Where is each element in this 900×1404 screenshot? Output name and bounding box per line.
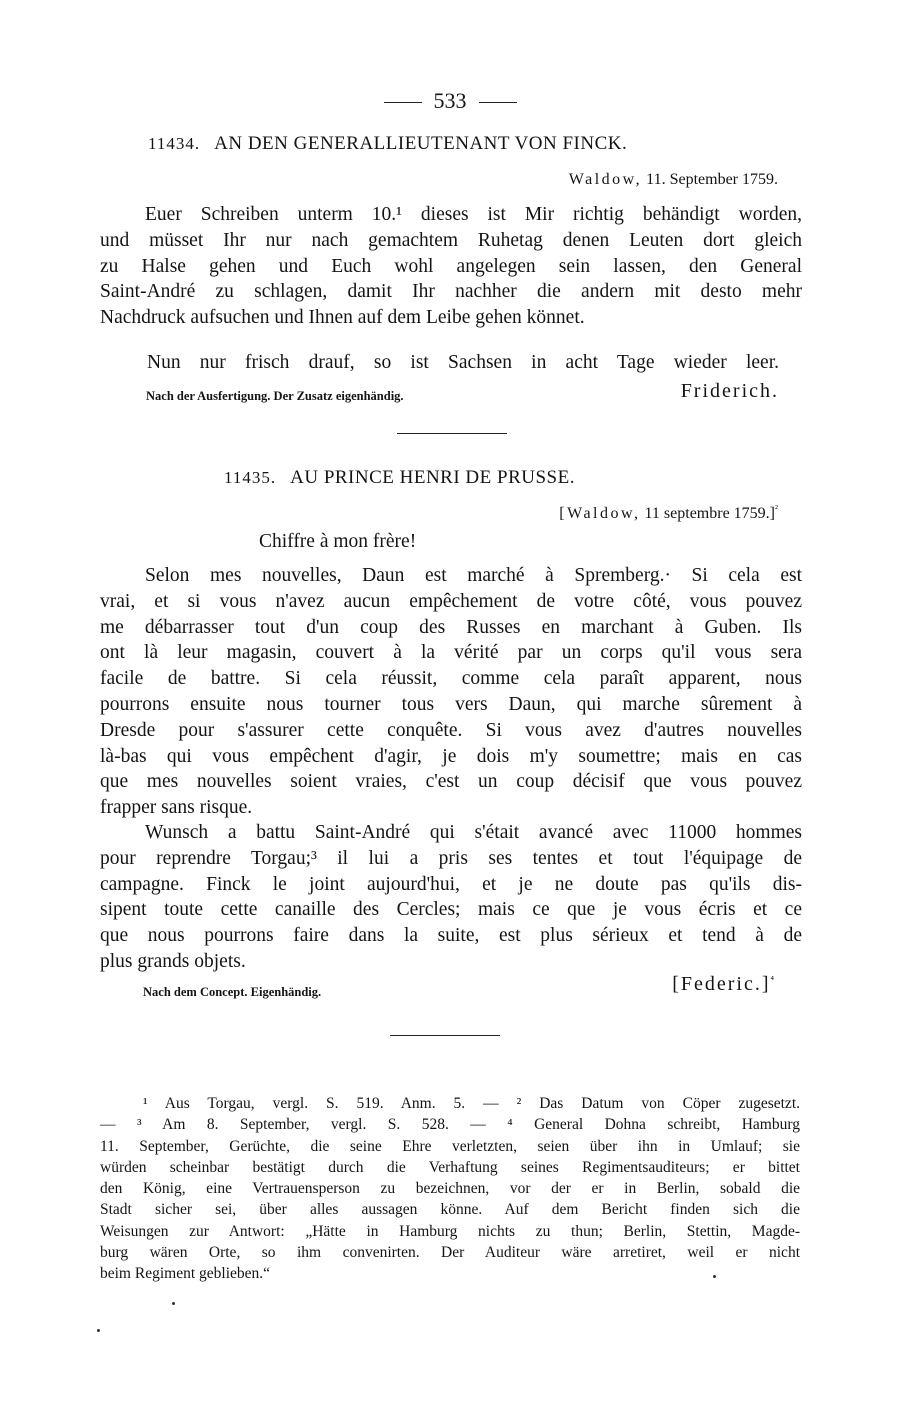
letter1-body-line: und müsset Ihr nur nach gemachtem Ruhetag denen Leuten dort gleich [100, 229, 802, 251]
letter1-postscript: Nun nur frisch drauf, so ist Sachsen in acht Tage wieder leer. [147, 352, 779, 373]
letter2-paragraph-2 [100, 820, 802, 975]
footnote-line: würden scheinbar bestätigt durch die Verhaftung seines Regimentsauditeurs; er bittet [100, 1158, 800, 1176]
footnote-divider [390, 1035, 500, 1036]
footnote-line: ¹ Aus Torgau, vergl. S. 519. Anm. 5. — ² Das Datum von Cöper zugesetzt. [143, 1095, 800, 1112]
print-speck [172, 1302, 175, 1305]
letter1-title: AN DEN GENERALLIEUTENANT VON FINCK. [214, 133, 628, 154]
letter1-signature: Friderich. [680, 380, 779, 402]
letter2-body-line: vrai, et si vous n'avez aucun empêchement de votre côté, vous pouvez [100, 590, 802, 612]
page-number-dash-right [479, 102, 517, 103]
letter2-body-line: ont là leur magasin, couvert à la vérité par un corps qu'il vous sera [100, 642, 802, 664]
footnote-line: — ³ Am 8. September, vergl. S. 528. — ⁴ General Dohna schreibt, Hamburg [100, 1116, 800, 1134]
letter2-body-line: que mes nouvelles soient vraies, c'est un coup décisif que vous pouvez [100, 771, 802, 793]
print-speck [713, 1275, 716, 1278]
letter1-source-note: Nach der Ausfertigung. Der Zusatz eigenhändig. [146, 389, 404, 403]
letter1-dateline [569, 171, 778, 189]
letter2-body-line: facile de battre. Si cela réussit, comme cela paraît apparent, nous [100, 668, 802, 690]
footnote-line: Stadt sicher sei, über alles aussagen könne. Auf dem Bericht finden sich die [100, 1201, 800, 1219]
letter2-body-line: plus grands objets. [100, 950, 246, 972]
letter2-body-line: que nous pourrons faire dans la suite, est plus sérieux et tend à de [100, 925, 802, 947]
page-number: 533 [0, 88, 900, 114]
letter2-dateline [559, 505, 778, 523]
page-number-dash-left [384, 102, 422, 103]
letter2-number: 11435. [224, 468, 277, 487]
letter2-body-line: Dresde pour s'assurer cette conquête. Si vous avez d'autres nouvelles [100, 719, 802, 741]
letter2-body-line: frapper sans risque. [100, 797, 253, 819]
letter1-place: Waldow, [568, 171, 643, 188]
letter2-date: 11 septembre 1759.] [644, 505, 775, 522]
letter2-signature-footnote-marker: ⁴ [770, 974, 776, 986]
letter1-heading [148, 133, 627, 155]
letter2-body-line: pourrons ensuite nous tourner tous vers Daun, qui marche sûrement à [100, 693, 802, 715]
letter2-body-line: Selon mes nouvelles, Daun est marché à Spremberg.· Si cela est [145, 565, 802, 586]
footnote-line: burg wären Orte, so ihm convenirten. Der Auditeur wäre arretiret, weil er nicht [100, 1244, 800, 1262]
letter2-body-line: campagne. Finck le joint aujourd'hui, et je ne doute pas qu'ils dis- [100, 873, 802, 895]
letter2-date-footnote-marker: ² [775, 503, 778, 515]
letter1-number: 11434. [148, 134, 201, 153]
letter1-date: 11. September 1759. [646, 171, 778, 188]
letter1-body [100, 202, 802, 331]
letter2-salutation: Chiffre à mon frère! [259, 531, 417, 552]
letter1-body-line: zu Halse gehen und Euch wohl angelegen sein lassen, den General [100, 255, 802, 277]
letter2-body-line: sipent toute cette canaille des Cercles; mais ce que je vous écris et ce [100, 899, 802, 921]
letter2-heading [224, 467, 575, 489]
letter2-body-line: là-bas qui vous empêchent d'agir, je dois m'y soumettre; mais en cas [100, 745, 802, 767]
footnote-line: den König, eine Vertrauensperson zu bezeichnen, vor der er in Berlin, sobald die [100, 1180, 800, 1198]
print-speck [97, 1329, 100, 1332]
letter2-signature: [Federic.]$^{^4}$ [672, 973, 776, 995]
letter2-title: AU PRINCE HENRI DE PRUSSE. [290, 467, 575, 488]
letter2-place: [Waldow, [559, 505, 641, 522]
footnote-line: Weisungen zur Antwort: „Hätte in Hamburg nichts zu thun; Berlin, Stettin, Magde- [100, 1222, 800, 1240]
letter2-body-line: me débarrasser tout d'un coup des Russes en marchant à Guben. Ils [100, 616, 802, 638]
footnote-line: beim Regiment geblieben.“ [100, 1265, 271, 1283]
letter2-source-note: Nach dem Concept. Eigenhändig. [143, 985, 322, 999]
letter1-body-line: Euer Schreiben unterm 10.¹ dieses ist Mir richtig behändigt worden, [145, 204, 802, 225]
letter2-body-line: pour reprendre Torgau;³ il lui a pris ses tentes et tout l'équipage de [100, 847, 802, 869]
letter1-body-line: Saint-André zu schlagen, damit Ihr nachher die andern mit desto mehr [100, 281, 802, 303]
letter2-body-line: Wunsch a battu Saint-André qui s'était avancé avec 11000 hommes [145, 822, 802, 843]
footnote-line: 11. September, Gerüchte, die seine Ehre verletzten, seien über ihn in Umlauf; sie [100, 1137, 800, 1155]
section-divider [397, 433, 507, 434]
footnotes [100, 1093, 800, 1285]
letter2-paragraph-1 [100, 563, 802, 821]
letter1-body-line: Nachdruck aufsuchen und Ihnen auf dem Leibe gehen könnet. [100, 307, 585, 329]
